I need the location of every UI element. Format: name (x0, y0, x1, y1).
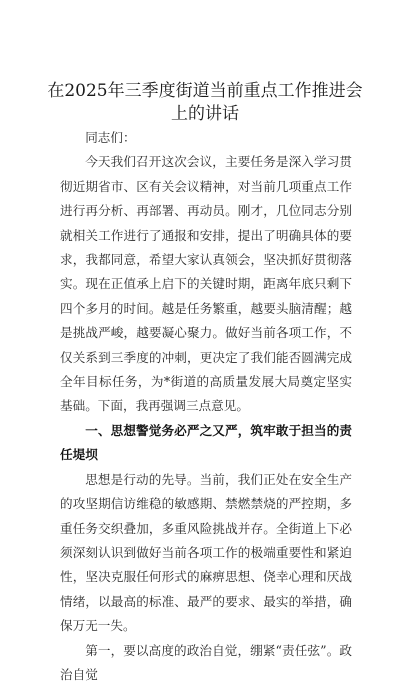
document-body (60, 126, 352, 687)
section-paragraph-1: 思想是行动的先导。当前，我们正处在安全生产的攻坚期信访维稳的敏感期、禁燃禁烧的严控期，多重任务交织叠加，多重风险挑战并存。全街道上下必须深刻认识到做好当前各项工作的极端重要性和紧迫性，坚决克服任何形式的麻痹思想、侥幸心理和厌战情绪，以最高的标准、最严的要求、最实的举措，确保万无一失。 (60, 471, 352, 634)
document-title: 在2025年三季度街道当前重点工作推进会上的讲话 (47, 81, 363, 124)
section-heading: 一、思想警觉务必严之又严，筑牢敢于担当的责任堤坝 (60, 422, 352, 463)
section-paragraph-2: 第一，要以高度的政治自觉，绷紧“责任弦”。政治自觉 (60, 642, 352, 682)
intro-paragraph: 今天我们召开这次会议，主要任务是深入学习贯彻近期省市、区有关会议精神，对当前几项重点工作进行再分析、再部署、再动员。刚才，几位同志分别就相关工作进行了通报和安排，提出了明确具体的要求，我都同意，希望大家认真领会，坚决抓好贯彻落实。现在正值承上启下的关键时期，距离年底只剩下四个多月的时间。越是任务繁重，越要头脑清醒；越是挑战严峻，越要凝心聚力。做好当前各项工作，不仅关系到三季度的冲刺，更决定了我们能否圆满完成全年目标任务，为*街道的高质量发展大局奠定坚实基础。下面，我再强调三点意见。 (60, 154, 352, 414)
salutation: 同志们： (85, 130, 136, 145)
